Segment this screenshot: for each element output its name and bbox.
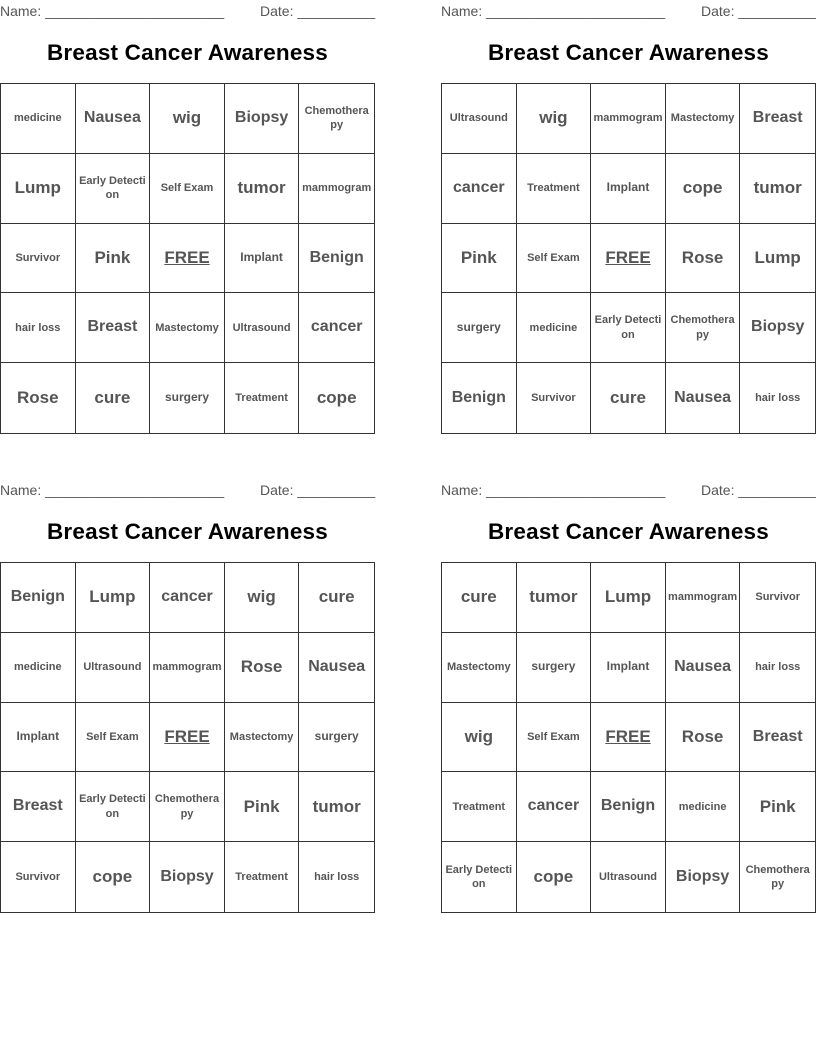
bingo-cell: cure xyxy=(442,563,517,633)
bingo-cell: Self Exam xyxy=(517,703,592,773)
bingo-cell: cure xyxy=(591,363,666,433)
bingo-cell: hair loss xyxy=(740,633,815,703)
bingo-cell: cancer xyxy=(150,563,225,633)
bingo-cell: Mastectomy xyxy=(442,633,517,703)
bingo-cell: Self Exam xyxy=(150,154,225,224)
bingo-cell: Ultrasound xyxy=(225,293,300,363)
bingo-cell: Rose xyxy=(1,363,76,433)
bingo-cell: hair loss xyxy=(314,870,360,883)
card-header xyxy=(0,482,375,500)
date-field: Date: __________ xyxy=(260,3,376,19)
bingo-cell: cancer xyxy=(299,293,374,363)
bingo-cell: Benign xyxy=(299,224,374,294)
bingo-cell: Early Detection xyxy=(591,293,666,363)
name-field: Name: _______________________ xyxy=(0,482,225,498)
bingo-cell: Nausea xyxy=(76,84,151,154)
card-title: Breast Cancer Awareness xyxy=(487,519,769,544)
bingo-cell: cure xyxy=(299,563,374,633)
bingo-cell: surgery xyxy=(299,703,374,773)
bingo-cell: FREE xyxy=(150,703,225,773)
bingo-cell: Rose xyxy=(666,224,741,294)
bingo-cell: Early Detection xyxy=(442,842,517,912)
bingo-cell: surgery xyxy=(150,363,225,433)
name-field: Name: _______________________ xyxy=(441,482,666,498)
bingo-card-3 xyxy=(0,479,375,919)
bingo-cell: Breast xyxy=(76,293,151,363)
bingo-cell: Benign xyxy=(1,563,76,633)
card-title: Breast Cancer Awareness xyxy=(46,519,328,544)
bingo-cell: Rose xyxy=(666,703,741,773)
bingo-grid xyxy=(0,83,375,434)
bingo-cell: cure xyxy=(76,363,151,433)
bingo-cell: Lump xyxy=(740,224,815,294)
bingo-cell: mammogram xyxy=(150,633,225,703)
bingo-cell: tumor xyxy=(299,772,374,842)
bingo-cell: Mastectomy xyxy=(666,84,741,154)
bingo-cell: Pink xyxy=(76,224,151,294)
bingo-cell: Self Exam xyxy=(517,224,592,294)
bingo-cell: Breast xyxy=(1,772,76,842)
bingo-cell: Chemotherapy xyxy=(745,863,810,891)
bingo-cell: surgery xyxy=(517,633,592,703)
bingo-card-2 xyxy=(441,0,816,440)
bingo-cell: cancer xyxy=(517,772,592,842)
bingo-cell: Early Detection xyxy=(76,772,151,842)
bingo-cell: wig xyxy=(442,703,517,773)
bingo-cell: Pink xyxy=(442,224,517,294)
bingo-cell: Biopsy xyxy=(740,293,815,363)
bingo-cell: Survivor xyxy=(740,563,815,633)
bingo-cell: FREE xyxy=(591,224,666,294)
bingo-cell: cope xyxy=(517,842,592,912)
bingo-cell: Benign xyxy=(442,363,517,433)
bingo-cell: Chemotherapy xyxy=(666,293,741,363)
bingo-cell: FREE xyxy=(150,224,225,294)
bingo-cell: Early Detection xyxy=(76,154,151,224)
bingo-cell: Treatment xyxy=(517,154,592,224)
name-field: Name: _______________________ xyxy=(0,3,225,19)
bingo-cell: wig xyxy=(150,84,225,154)
bingo-cell: Ultrasound xyxy=(76,633,151,703)
bingo-cell: Benign xyxy=(591,772,666,842)
bingo-grid xyxy=(441,562,816,913)
bingo-cell: Nausea xyxy=(666,363,741,433)
bingo-cell: Implant xyxy=(225,224,300,294)
bingo-cell: Lump xyxy=(591,563,666,633)
bingo-cell: Survivor xyxy=(517,363,592,433)
bingo-card-4 xyxy=(441,479,816,919)
name-field: Name: _______________________ xyxy=(441,3,666,19)
bingo-cell: Pink xyxy=(740,772,815,842)
bingo-cell: Biopsy xyxy=(225,84,300,154)
bingo-cell: cope xyxy=(316,388,357,408)
bingo-cell: medicine xyxy=(666,772,741,842)
date-field: Date: __________ xyxy=(701,3,816,19)
bingo-cell: Implant xyxy=(591,154,666,224)
bingo-cell: Chemotherapy xyxy=(150,772,225,842)
bingo-cell: hair loss xyxy=(1,293,76,363)
bingo-cell: Mastectomy xyxy=(150,293,225,363)
bingo-cell: Rose xyxy=(225,633,300,703)
date-field: Date: __________ xyxy=(260,482,376,498)
bingo-cell: Treatment xyxy=(225,363,300,433)
bingo-cell: Breast xyxy=(740,84,815,154)
bingo-cell: mammogram xyxy=(299,154,374,224)
bingo-cell: cope xyxy=(666,154,741,224)
card-header xyxy=(441,482,816,500)
date-field: Date: __________ xyxy=(701,482,816,498)
bingo-cell: Ultrasound xyxy=(442,84,517,154)
bingo-cell: cancer xyxy=(442,154,517,224)
bingo-cell: Survivor xyxy=(1,842,76,912)
bingo-cell: tumor xyxy=(740,154,815,224)
card-header xyxy=(441,3,816,21)
bingo-cell: wig xyxy=(225,563,300,633)
bingo-cell: surgery xyxy=(442,293,517,363)
bingo-cell: wig xyxy=(517,84,592,154)
bingo-cell: Self Exam xyxy=(76,703,151,773)
bingo-cell: Treatment xyxy=(442,772,517,842)
bingo-cell: hair loss xyxy=(755,391,801,404)
card-title: Breast Cancer Awareness xyxy=(46,40,328,65)
bingo-cell: cope xyxy=(76,842,151,912)
bingo-cell: Mastectomy xyxy=(225,703,300,773)
bingo-cell: medicine xyxy=(1,84,76,154)
bingo-cell: Biopsy xyxy=(150,842,225,912)
bingo-cell: Breast xyxy=(740,703,815,773)
bingo-grid xyxy=(0,562,375,913)
bingo-cell: mammogram xyxy=(591,84,666,154)
bingo-cell: Implant xyxy=(591,633,666,703)
bingo-cell: Lump xyxy=(1,154,76,224)
card-title: Breast Cancer Awareness xyxy=(487,40,769,65)
bingo-cell: Nausea xyxy=(299,633,374,703)
card-header xyxy=(0,3,375,21)
bingo-cell: Lump xyxy=(76,563,151,633)
bingo-cell: Implant xyxy=(1,703,76,773)
bingo-cell: mammogram xyxy=(666,563,741,633)
bingo-cell: Nausea xyxy=(666,633,741,703)
bingo-grid xyxy=(441,83,816,434)
bingo-cell: Survivor xyxy=(1,224,76,294)
bingo-cell: Biopsy xyxy=(666,842,741,912)
bingo-cell: Treatment xyxy=(225,842,300,912)
bingo-cell: tumor xyxy=(225,154,300,224)
bingo-card-1 xyxy=(0,0,375,440)
bingo-cell: medicine xyxy=(517,293,592,363)
bingo-cell: tumor xyxy=(517,563,592,633)
bingo-cell: medicine xyxy=(1,633,76,703)
bingo-cell: FREE xyxy=(591,703,666,773)
bingo-cell: Pink xyxy=(225,772,300,842)
bingo-cell: Chemotherapy xyxy=(299,84,374,154)
bingo-cell: Ultrasound xyxy=(591,842,666,912)
